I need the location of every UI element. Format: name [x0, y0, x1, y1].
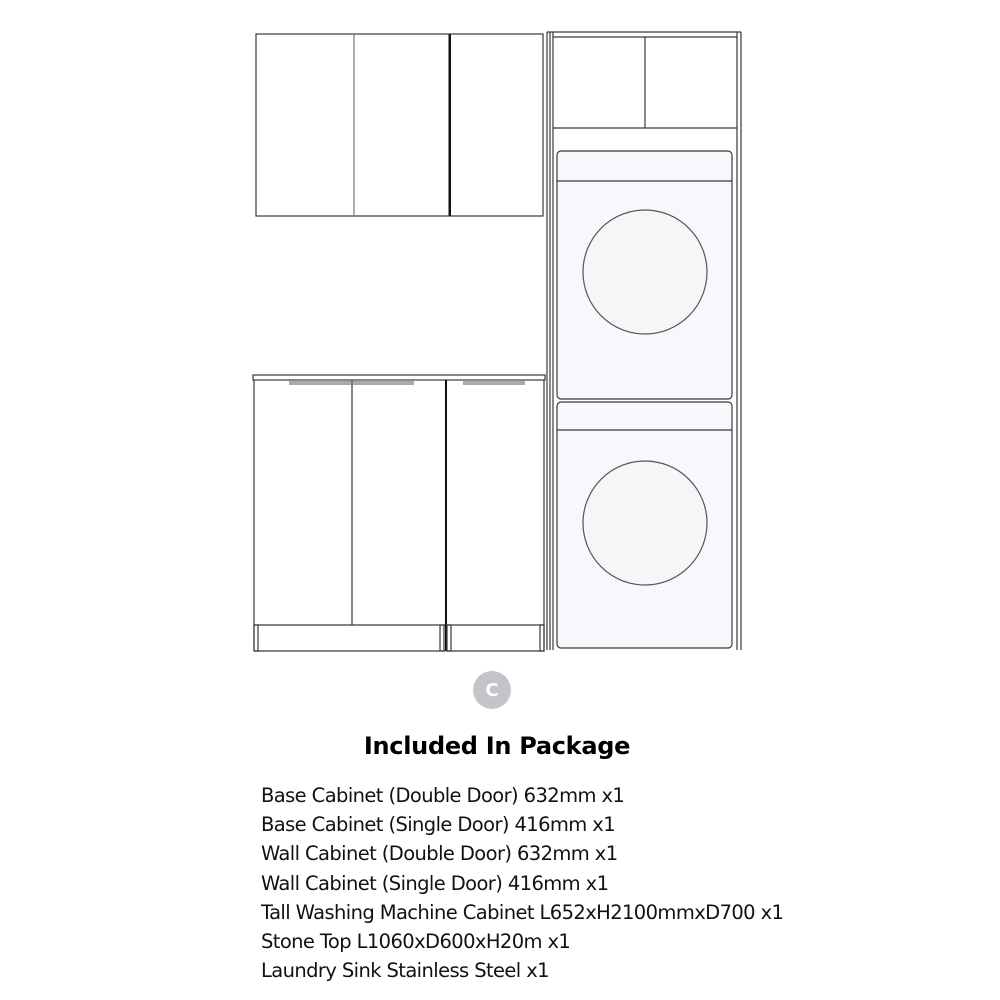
layout-label-badge: C	[473, 671, 511, 709]
package-item: Base Cabinet (Double Door) 632mm x1	[261, 784, 625, 807]
wall-cabinet-double-door	[256, 34, 449, 216]
package-item: Laundry Sink Stainless Steel x1	[261, 959, 549, 983]
washing-machine-upper	[557, 151, 732, 399]
stone-top	[253, 375, 545, 380]
package-item: Tall Washing Machine Cabinet L652xH2100mmxD700 x1	[261, 900, 784, 924]
base-cabinet-double-door	[254, 380, 445, 651]
package-item: Base Cabinet (Single Door) 416mm x1	[261, 813, 616, 837]
package-items-list	[261, 781, 783, 985]
base-cabinet-single-door	[446, 380, 544, 651]
package-item: Wall Cabinet (Double Door) 632mm x1	[261, 842, 618, 866]
package-item: Wall Cabinet (Single Door) 416mm x1	[261, 871, 609, 895]
package-title: Included In Package	[363, 732, 631, 760]
wall-cabinet-single-door	[450, 34, 543, 216]
washing-machine-lower	[557, 402, 732, 648]
package-item: Stone Top L1060xD600xH20m x1	[261, 930, 571, 954]
